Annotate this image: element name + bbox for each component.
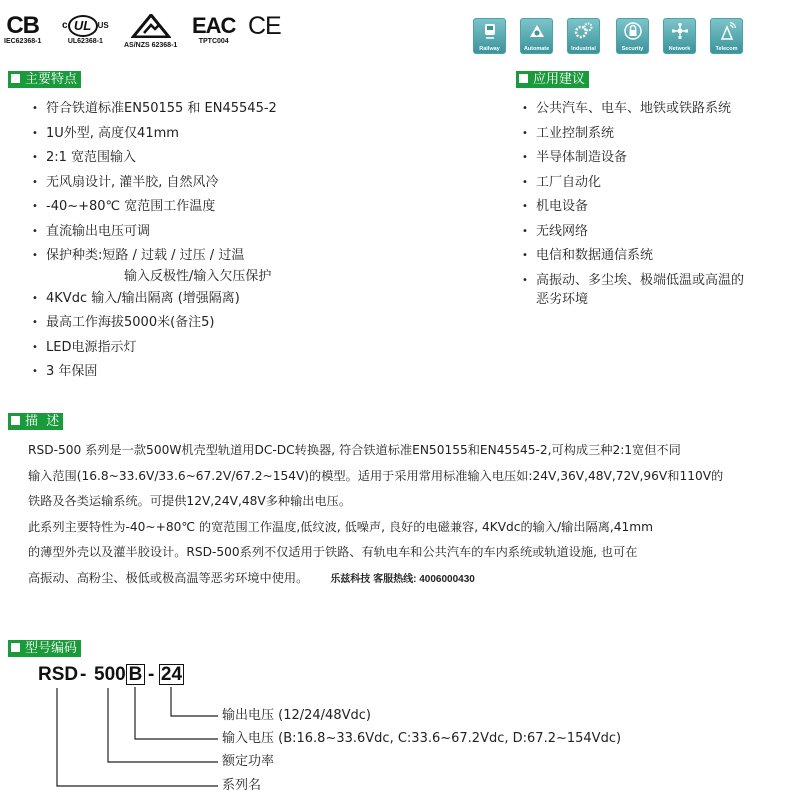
model-power-code: 500 xyxy=(94,664,126,685)
model-code-title: 型号编码 xyxy=(25,641,78,656)
model-dash: - xyxy=(80,664,87,685)
application-item: • 无线网络 xyxy=(522,220,744,245)
feature-item: • 最高工作海拔5000米(备注5) xyxy=(32,311,277,336)
application-item: • 工厂自动化 xyxy=(522,171,744,196)
feature-item: • 3 年保固 xyxy=(32,360,277,385)
ul-standard: UL62368-1 xyxy=(67,38,103,45)
application-item: • 电信和数据通信系统 xyxy=(522,244,744,269)
feature-item: • 无风扇设计, 灌半胶, 自然风冷 xyxy=(32,171,277,196)
feature-item: • 1U外型, 高度仅41mm xyxy=(32,122,277,147)
application-item: • 机电设备 xyxy=(522,195,744,220)
model-dash: - xyxy=(148,664,155,685)
description-line: 输入范围(16.8~33.6V/33.6~67.2V/67.2~154V)的模型。适用于采用常用标准输入电压如:24V,36V,48V,72V,96V和110V的 xyxy=(28,468,724,483)
input-voltage-label: 输入电压 (B:16.8~33.6Vdc, C:33.6~67.2Vdc, D:67.2~154Vdc) xyxy=(222,731,622,746)
cb-standard: IEC62368-1 xyxy=(4,38,42,45)
description-line: 高振动、高粉尘、极低或极高温等恶劣环境中使用。 xyxy=(28,570,309,585)
security-label: Security xyxy=(621,46,644,52)
ul-c: c xyxy=(62,20,68,31)
ul-mark: UL xyxy=(68,15,98,37)
feature-item-text: 保护种类:短路 / 过载 / 过压 / 过温 xyxy=(46,248,245,263)
feature-item: • LED电源指示灯 xyxy=(32,336,277,361)
industrial-label: Industrial xyxy=(571,46,596,52)
application-item-text: 高振动、多尘埃、极端低温或高温的 xyxy=(536,272,745,288)
ce-mark: CE xyxy=(248,12,281,40)
features-title: 主要特点 xyxy=(25,72,78,87)
feature-item-continuation: 输入反极性/输入欠压保护 xyxy=(124,268,272,284)
description-line: 的薄型外壳以及灌半胶设计。RSD-500系列不仅适用于铁路、有轨电车和公共汽车的车内系统或轨道设施, 也可在 xyxy=(28,545,638,559)
feature-item: • 直流输出电压可调 xyxy=(32,220,277,245)
description-line: 此系列主要特性为-40~+80℃ 的宽范围工作温度,低纹波, 低噪声, 良好的电磁兼容, 4KVdc的输入/输出隔离,41mm xyxy=(28,519,654,534)
hotline-note: 乐兹科技 客服热线: 4006000430 xyxy=(330,573,475,585)
model-input-code-box: B xyxy=(126,664,145,685)
application-item: • 工业控制系统 xyxy=(522,122,744,147)
eac-standard: TPTC004 xyxy=(198,38,229,45)
application-item: • 半导体制造设备 xyxy=(522,146,744,171)
ul-us: US xyxy=(97,21,109,30)
application-item-continuation: 恶劣环境 xyxy=(536,292,589,307)
feature-item: • -40~+80℃ 宽范围工作温度 xyxy=(32,195,277,220)
series-name-label: 系列名 xyxy=(222,778,262,793)
output-voltage-label: 输出电压 (12/24/48Vdc) xyxy=(222,708,371,723)
description-line: RSD-500 系列是一款500W机壳型轨道用DC-DC转换器, 符合铁道标准EN50155和EN45545-2,可构成三种2:1宽但不同 xyxy=(28,443,681,457)
railway-label: Railway xyxy=(479,46,500,52)
network-label: Network xyxy=(668,46,691,52)
rated-power-label: 额定功率 xyxy=(222,754,275,769)
application-item: • 公共汽车、电车、地铁或铁路系统 xyxy=(522,97,744,122)
telecom-label: Telecom xyxy=(715,46,738,52)
applications-title: 应用建议 xyxy=(533,72,586,87)
model-series-code: RSD xyxy=(38,664,79,685)
feature-item: • 4KVdc 输入/输出隔离 (增强隔离) xyxy=(32,287,277,312)
feature-item: • 符合铁道标准EN50155 和 EN45545-2 xyxy=(32,97,277,122)
automate-label: Automate xyxy=(523,46,550,52)
eac-mark: EAC xyxy=(192,13,236,38)
cb-mark: CB xyxy=(6,12,40,39)
feature-item: • 2:1 宽范围输入 xyxy=(32,146,277,171)
description-line: 铁路及各类运输系统。可提供12V,24V,48V多种输出电压。 xyxy=(28,494,352,508)
description-title: 描 述 xyxy=(25,414,60,429)
model-output-code-box: 24 xyxy=(160,664,183,685)
rcm-standard: AS/NZS 62368-1 xyxy=(124,42,178,49)
